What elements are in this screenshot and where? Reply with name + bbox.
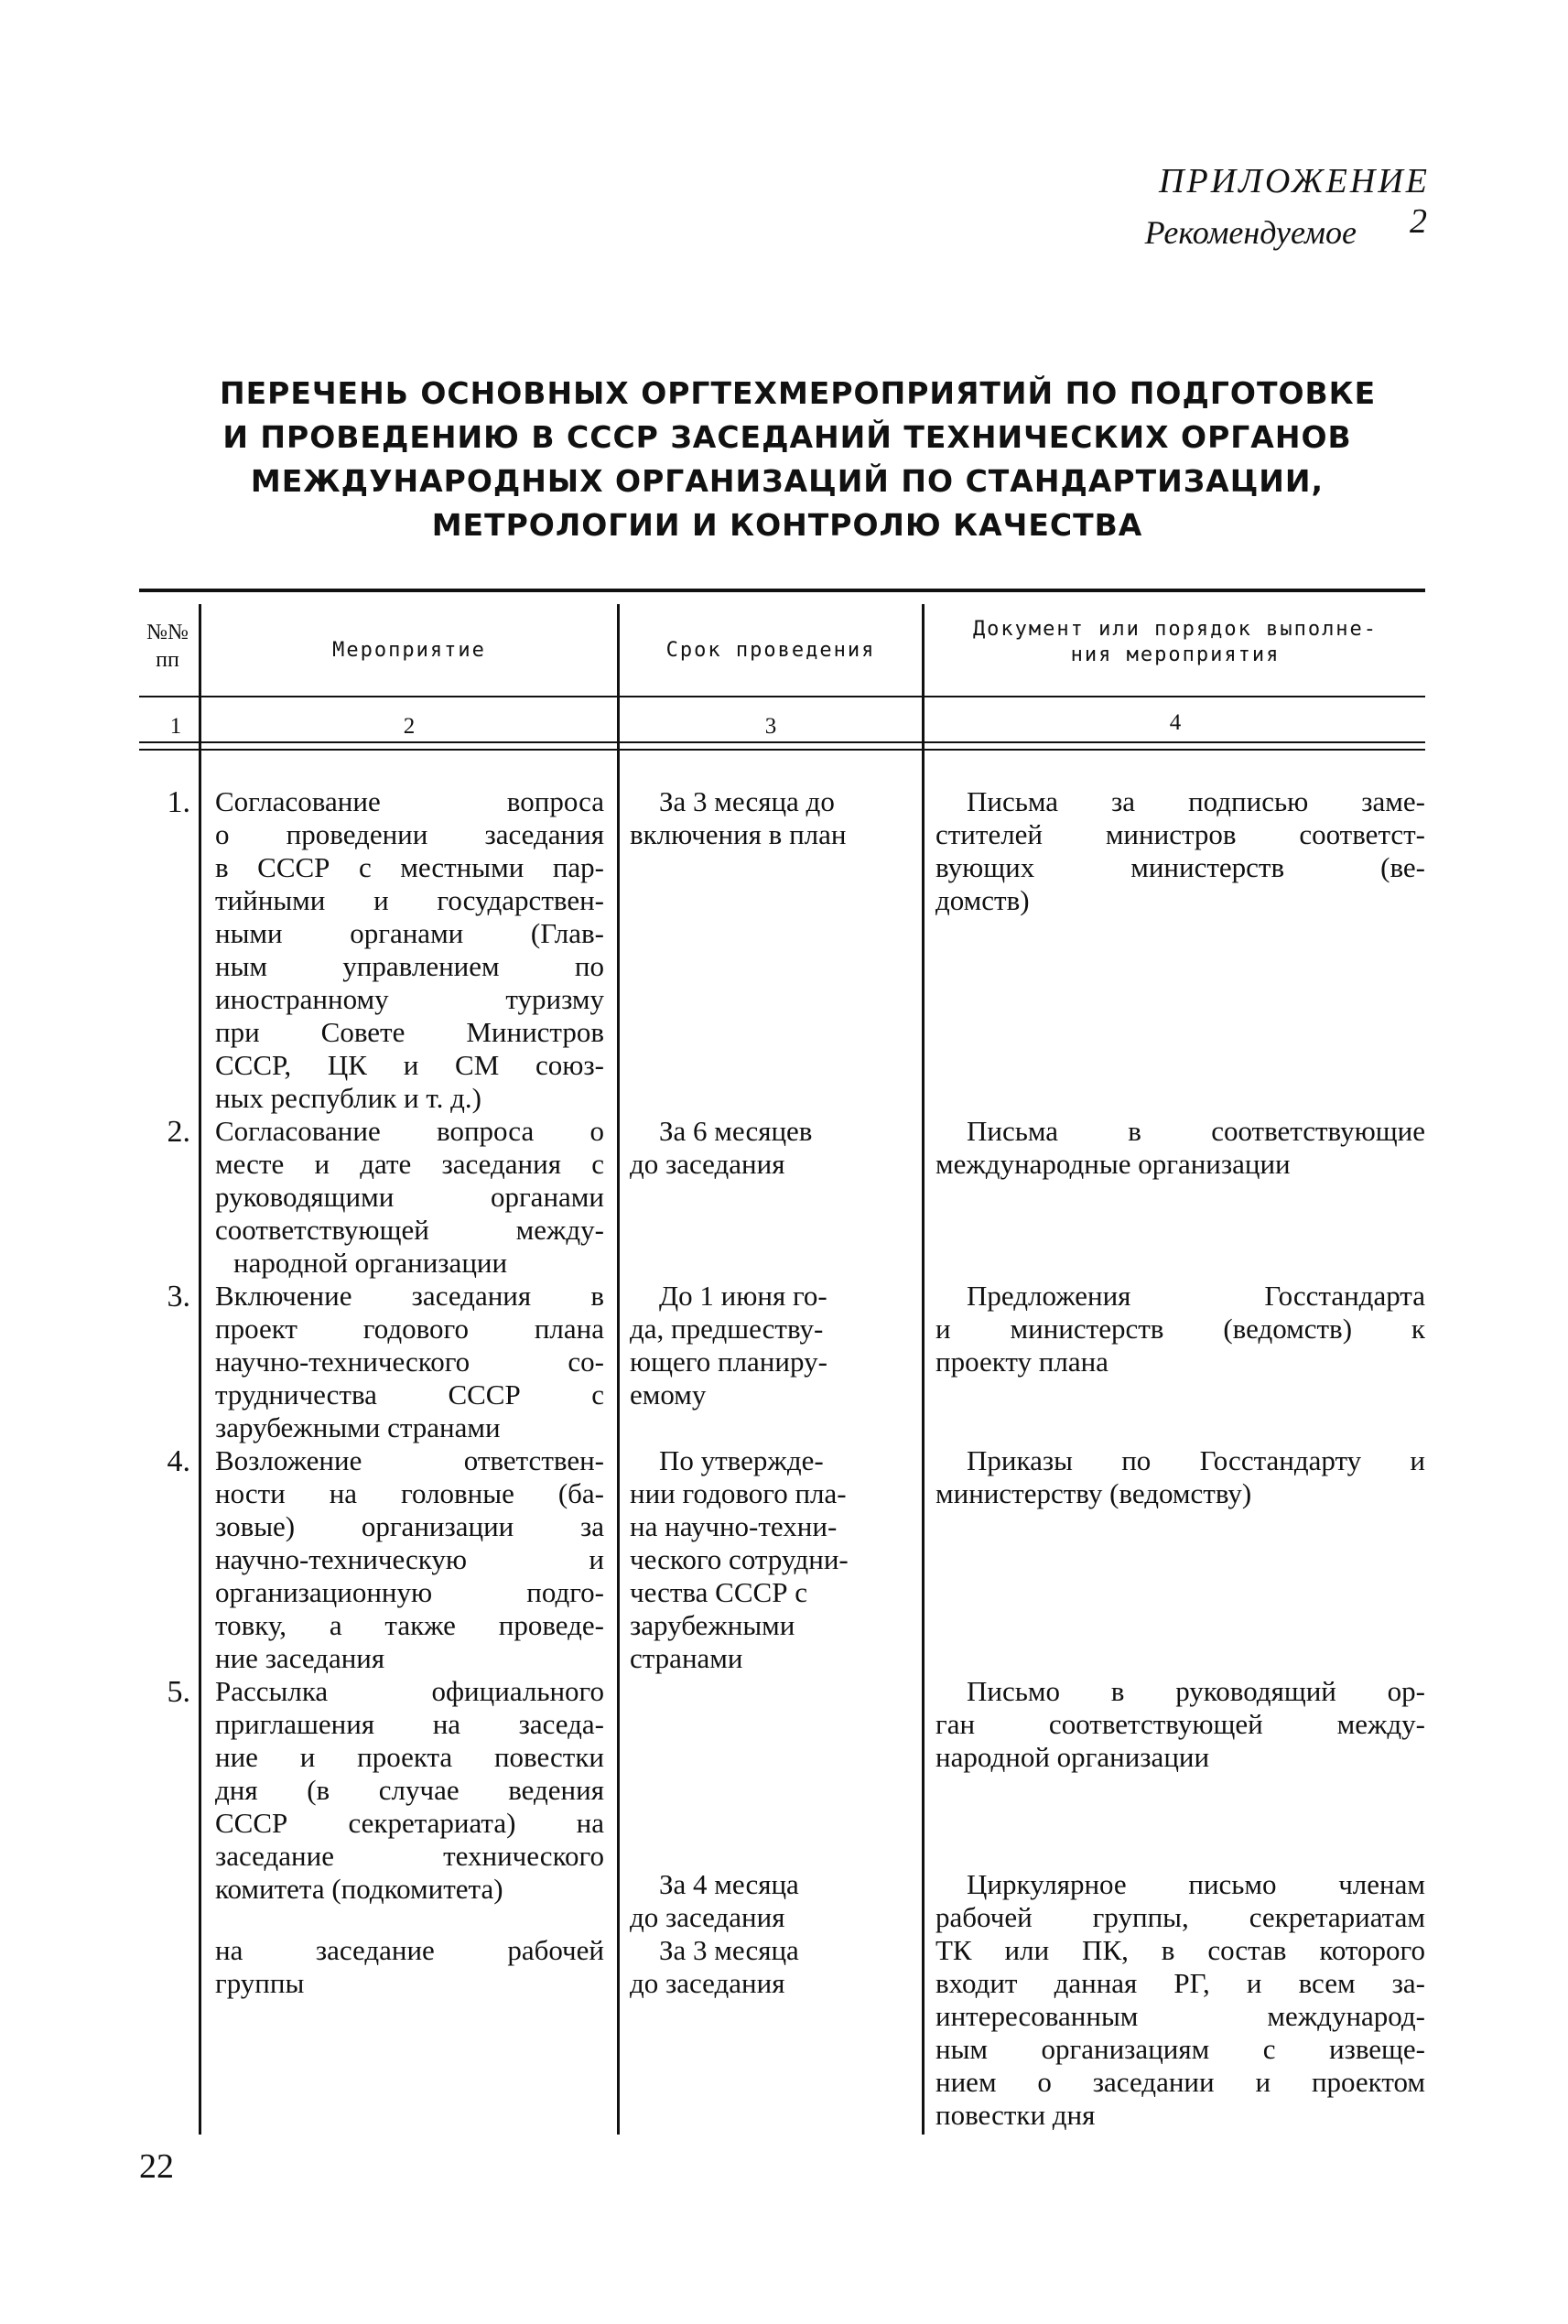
row-3-document [935,1280,1425,1378]
line: Циркулярное письмо членам [967,1868,1425,1900]
line: нием о заседании и проектом [935,2066,1425,2098]
line: За 6 месяцев [659,1115,813,1147]
line: и министерств (ведомств) к [935,1313,1425,1345]
line: до заседания [630,1901,785,1933]
line: в СССР с местными пар- [215,851,604,883]
line: народной организации [233,1247,508,1279]
row-3-event [215,1280,604,1444]
line: группы [215,1967,305,1999]
row-1-document [935,785,1425,917]
line: Включение заседания в [215,1280,604,1312]
line: Согласование вопроса о [215,1115,604,1147]
line: зовые) организации за [215,1510,604,1542]
line: Согласование вопроса [215,785,604,817]
line: ных республик и т. д.) [215,1082,481,1114]
row-1-event [215,785,604,1115]
row-number: 3. [167,1280,190,1313]
row-4-term [630,1444,914,1675]
row-5-term-working-group [630,1934,914,2000]
line: ющего планиру- [630,1346,827,1378]
row-4-event [215,1444,604,1675]
line: ным организациям с извеще- [935,2033,1425,2065]
line: проекту плана [935,1346,1108,1378]
line: ности на головные (ба- [215,1477,604,1509]
line: вующих министерств (ве- [935,851,1425,883]
column-number: 3 [764,714,777,739]
row-number: 4. [167,1444,190,1478]
column-number: 2 [403,714,416,739]
title-line: МЕЖДУНАРОДНЫХ ОРГАНИЗАЦИЙ ПО СТАНДАРТИЗАЦИИ, [250,463,1325,499]
line: министерству (ведомству) [935,1477,1252,1509]
page-number: 22 [139,2147,174,2186]
line: соответствующей между- [215,1214,604,1246]
table-top-rule [139,589,1425,592]
colnum-rule-2 [139,749,1425,751]
column-number: 1 [169,714,182,739]
line: зарубежными [630,1609,795,1641]
line: на заседание рабочей [215,1934,604,1966]
line: научно-технического со- [215,1346,604,1378]
line: руководящими органами [215,1181,604,1213]
row-5-event [215,1675,604,1906]
line: Письмо в руководящий ор- [967,1675,1425,1707]
line: По утвержде- [659,1444,824,1476]
header-rule [139,696,1425,697]
row-number: 2. [167,1115,190,1149]
col-divider-3 [922,604,925,2135]
line: Возложение ответствен- [215,1444,604,1476]
row-4-document [935,1444,1425,1510]
appendix-status: Рекомендуемое [1144,214,1357,251]
line: ным управлением по [215,950,604,982]
line: странами [630,1642,743,1674]
line: включения в план [630,818,847,850]
line: До 1 июня го- [659,1280,827,1312]
line: да, предшеству- [630,1313,824,1345]
header-num-line1: №№ [146,621,189,644]
row-number: 1. [167,785,190,819]
line: заседание технического [215,1840,604,1872]
line: на научно-техни- [630,1510,838,1542]
line: народной организации [935,1741,1210,1773]
row-3-term [630,1280,914,1411]
line: чества СССР с [630,1576,807,1608]
line: научно-техническую и [215,1543,604,1575]
row-5-event-working-group [215,1934,604,2000]
line: повестки дня [935,2099,1096,2131]
row-5-document [935,1675,1425,1774]
col-divider-1 [199,604,201,2135]
header-term: Срок проведения [665,639,876,662]
col-divider-2 [617,604,620,2135]
colnum-rule-1 [139,741,1425,743]
line: стителей министров соответст- [935,818,1425,850]
column-number: 4 [1169,710,1182,735]
appendix-label: ПРИЛОЖЕНИЕ 2 [1159,162,1430,241]
line: ние и проекта повестки [215,1741,604,1773]
line: Письма в соответствующие [967,1115,1425,1147]
line: ческого сотрудни- [630,1543,849,1575]
line: За 3 месяца до [659,785,835,817]
line: ными органами (Глав- [215,917,604,949]
line: интересованным международ- [935,2000,1425,2032]
line: емому [630,1378,707,1411]
row-number: 5. [167,1675,190,1709]
header-document [925,617,1426,668]
line: За 3 месяца [659,1934,799,1966]
line: иностранному туризму [215,983,604,1015]
line: товку, а также проведе- [215,1609,604,1641]
line: до заседания [630,1967,785,1999]
row-5-term-committee [630,1868,914,1934]
line: до заседания [630,1148,785,1180]
row-5-document-circular [935,1868,1425,2132]
row-2-term [630,1115,914,1181]
line: домств) [935,884,1030,916]
line: Приказы по Госстандарту и [967,1444,1425,1476]
title-line: И ПРОВЕДЕНИЮ В СССР ЗАСЕДАНИЙ ТЕХНИЧЕСКИХ ОРГАНОВ [222,419,1352,455]
line: дня (в случае ведения [215,1774,604,1806]
header-document-line2: ния мероприятия [1070,643,1281,666]
line: ние заседания [215,1642,385,1674]
line: входит данная РГ, и всем за- [935,1967,1425,1999]
document-title [220,372,1377,547]
line: проект годового плана [215,1313,604,1345]
title-line: МЕТРОЛОГИИ И КОНТРОЛЮ КАЧЕСТВА [431,507,1143,543]
line: Письма за подписью заме- [967,785,1425,817]
line: месте и дате заседания с [215,1148,604,1180]
header-document-line1: Документ или порядок выполне- [972,618,1379,641]
title-line: ПЕРЕЧЕНЬ ОСНОВНЫХ ОРГТЕХМЕРОПРИЯТИЙ ПО ПОДГОТОВКЕ [220,375,1377,411]
header-event: Мероприятие [332,639,486,662]
line: ган соответствующей между- [935,1708,1425,1740]
line: СССР, ЦК и СМ союз- [215,1049,604,1081]
line: комитета (подкомитета) [215,1873,503,1905]
line: при Совете Министров [215,1016,604,1048]
line: ТК или ПК, в состав которого [935,1934,1425,1966]
line: трудничества СССР с [215,1378,604,1411]
line: СССР секретариата) на [215,1807,604,1839]
line: Предложения Госстандарта [967,1280,1425,1312]
line: зарубежными странами [215,1411,501,1443]
row-2-document [935,1115,1425,1181]
line: тийными и государствен- [215,884,604,916]
line: Рассылка официального [215,1675,604,1707]
line: о проведении заседания [215,818,604,850]
row-1-term [630,785,914,851]
header-num [139,619,196,674]
line: приглашения на заседа- [215,1708,604,1740]
line: За 4 месяца [659,1868,799,1900]
line: организационную подго- [215,1576,604,1608]
row-2-event [215,1115,604,1280]
header-num-line2: пп [156,648,179,672]
line: нии годового пла- [630,1477,847,1509]
line: международные организации [935,1148,1291,1180]
line: рабочей группы, секретариатам [935,1901,1425,1933]
